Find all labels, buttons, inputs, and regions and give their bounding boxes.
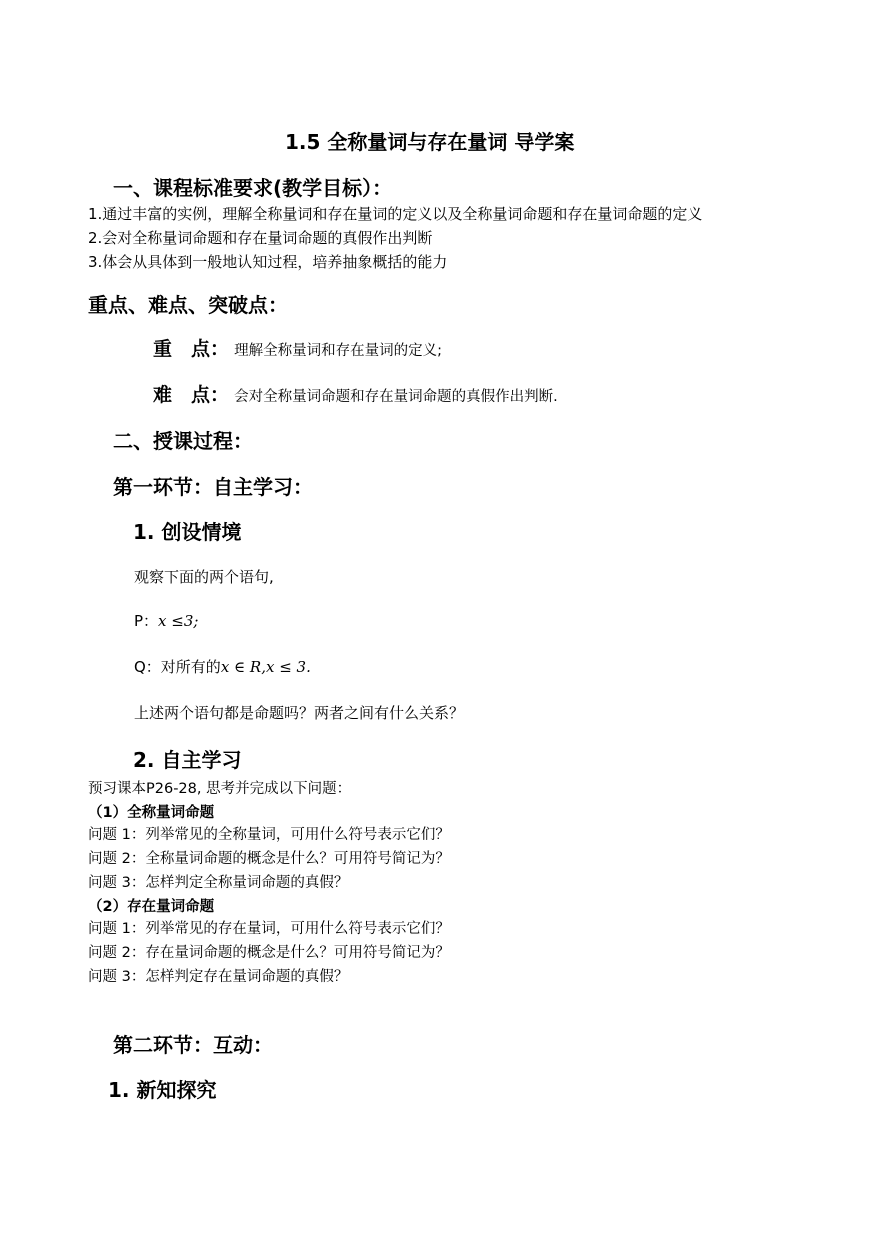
section-1-heading: 一、课程标准要求(教学目标）： xyxy=(113,176,393,200)
key-point-label: 重 点： xyxy=(153,338,230,360)
statement-q-label: Q：对所有的 xyxy=(134,658,221,676)
relation-question: 上述两个语句都是命题吗？两者之间有什么关系？ xyxy=(134,704,465,722)
statement-p xyxy=(134,610,198,631)
objective-item-2: 2.会对全称量词命题和存在量词命题的真假作出判断 xyxy=(88,229,433,247)
observe-text: 观察下面的两个语句, xyxy=(134,568,274,586)
sub-2-heading: （2）存在量词命题 xyxy=(88,899,215,915)
section-2-heading: 二、授课过程： xyxy=(113,429,253,453)
sub-2-question-3: 问题 3：怎样判定存在量词命题的真假？ xyxy=(88,969,349,985)
difficult-point-label: 难 点： xyxy=(153,384,230,406)
objective-item-1: 1.通过丰富的实例，理解全称量词和存在量词的定义以及全称量词命题和存在量词命题的定义 xyxy=(88,205,703,223)
sub-1-question-3: 问题 3：怎样判定全称量词命题的真假？ xyxy=(88,875,349,891)
statement-q-rest: ,x ≤ 3. xyxy=(261,658,311,676)
statement-q-var: x xyxy=(220,658,230,676)
keypoints-heading: 重点、难点、突破点： xyxy=(88,293,288,317)
statement-q-in: ∈ xyxy=(229,658,250,676)
key-point-row xyxy=(153,334,442,361)
sub-1-question-2: 问题 2：全称量词命题的概念是什么？可用符号简记为？ xyxy=(88,851,450,867)
preview-instruction: 预习课本P26-28, 思考并完成以下问题： xyxy=(88,781,352,797)
part-1-heading: 1. 创设情境 xyxy=(133,520,242,544)
difficult-point-row xyxy=(153,380,558,407)
sub-2-question-2: 问题 2：存在量词命题的概念是什么？可用符号简记为？ xyxy=(88,945,450,961)
stage-1-heading: 第一环节：自主学习： xyxy=(113,475,313,499)
sub-1-question-1: 问题 1：列举常见的全称量词，可用什么符号表示它们？ xyxy=(88,827,450,843)
page-title: 1.5 全称量词与存在量词 导学案 xyxy=(285,130,575,154)
new-knowledge-heading: 1. 新知探究 xyxy=(108,1078,217,1102)
statement-q-set: R xyxy=(249,658,262,676)
part-2-heading: 2. 自主学习 xyxy=(133,748,242,772)
key-point-text: 理解全称量词和存在量词的定义; xyxy=(234,343,442,359)
sub-2-question-1: 问题 1：列举常见的存在量词，可用什么符号表示它们？ xyxy=(88,921,450,937)
statement-q xyxy=(134,656,311,677)
statement-p-label: P： xyxy=(134,612,159,630)
stage-2-heading: 第二环节：互动： xyxy=(113,1033,273,1057)
difficult-point-text: 会对全称量词命题和存在量词命题的真假作出判断. xyxy=(234,389,558,405)
statement-p-math: x ≤3; xyxy=(158,612,199,630)
sub-1-heading: （1）全称量词命题 xyxy=(88,805,215,821)
objective-item-3: 3.体会从具体到一般地认知过程，培养抽象概括的能力 xyxy=(88,253,448,271)
